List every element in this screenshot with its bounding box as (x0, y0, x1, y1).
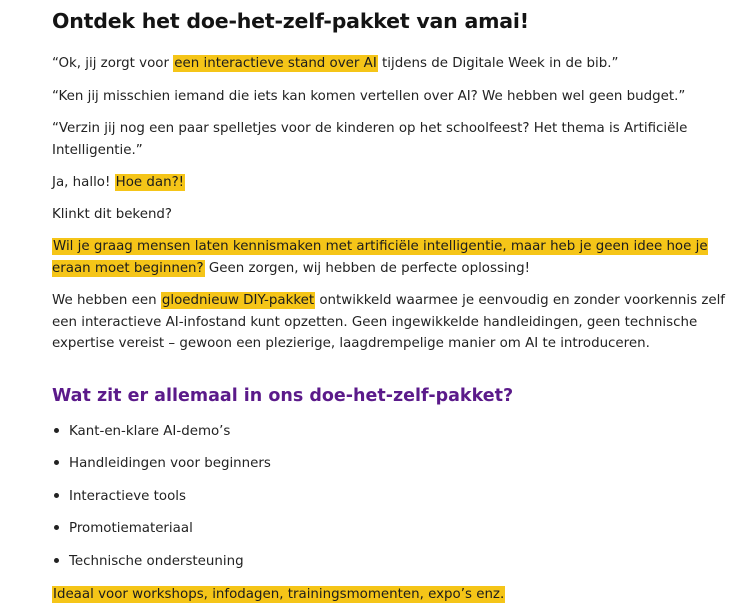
list-item-label: Technische ondersteuning (69, 554, 244, 569)
list-item (52, 454, 271, 474)
paragraph-stand-text-before: “Ok, jij zorgt voor (52, 56, 174, 71)
bullet-icon (54, 525, 59, 530)
list-item (52, 552, 244, 572)
paragraph-stand (52, 53, 747, 75)
list-item-label: Kant-en-klare AI-demo’s (69, 424, 231, 439)
list-item-label: Interactieve tools (69, 489, 186, 504)
list-item-label: Handleidingen voor beginners (69, 456, 271, 471)
bullet-icon (54, 558, 59, 563)
paragraph-diy-text-before: We hebben een (52, 293, 161, 308)
paragraph-diy (52, 290, 747, 355)
paragraph-stand-text-after: tijdens de Digitale Week in de bib.” (377, 56, 619, 71)
paragraph-speaker: “Ken jij misschien iemand die iets kan komen vertellen over AI? We hebben wel geen budget.” (52, 89, 686, 104)
list-item (52, 519, 193, 539)
paragraph-familiar: Klinkt dit bekend? (52, 207, 173, 222)
closing-paragraph (52, 584, 747, 606)
highlight-how: Hoe dan?! (115, 175, 185, 190)
page-title: Ontdek het doe-het-zelf-pakket van amai! (52, 9, 529, 33)
paragraph-hello (52, 172, 747, 194)
highlight-diy-package: gloednieuw DIY-pakket (161, 293, 315, 308)
list-item-label: Promotiemateriaal (69, 521, 193, 536)
list-item (52, 422, 230, 442)
highlight-closing: Ideaal voor workshops, infodagen, trainingsmomenten, expo’s enz. (53, 587, 505, 602)
highlight-question: Wil je graag mensen laten kennismaken met artificiële intelligentie, maar heb je geen idee hoe je eraan moet beginnen? (52, 239, 708, 276)
paragraph-diy-text-after: ontwikkeld waarmee je eenvoudig en zonder voorkennis zelf een interactieve AI-infostand kunt opzetten. Geen ingewikkelde handleidingen, geen technische expertise vereist – gewoon een plezierige, laagdrempelige manier om AI te introduceren. (52, 293, 726, 351)
paragraph-hello-text: Ja, hallo! (52, 175, 115, 190)
bullet-icon (54, 428, 59, 433)
highlight-stand: een interactieve stand over AI (174, 56, 377, 71)
paragraph-question (52, 236, 747, 279)
paragraph-question-text-after: Geen zorgen, wij hebben de perfecte oplossing! (204, 260, 531, 276)
list-item (52, 487, 186, 507)
bullet-icon (54, 460, 59, 465)
paragraph-games: “Verzin jij nog een paar spelletjes voor de kinderen op het schoolfeest? Het thema is Artificiële Intelligentie.” (52, 121, 688, 158)
bullet-icon (54, 493, 59, 498)
section-heading: Wat zit er allemaal in ons doe-het-zelf-pakket? (52, 386, 514, 406)
